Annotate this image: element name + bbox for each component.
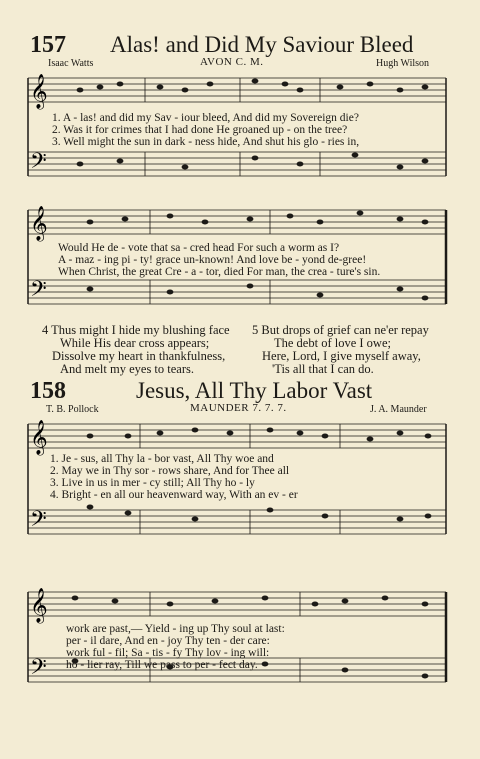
svg-text:𝄢: 𝄢	[30, 149, 47, 179]
svg-text:𝄞: 𝄞	[30, 206, 48, 241]
lyric-line: work ful - fil; Sa - tis - fy Thy lov - ing will:	[66, 647, 270, 659]
svg-text:𝄢: 𝄢	[30, 655, 47, 685]
svg-text:𝄢: 𝄢	[30, 507, 47, 537]
author-credit: T. B. Pollock	[46, 404, 99, 415]
svg-text:𝄞: 𝄞	[30, 420, 48, 455]
lyric-line: 3. Live in us in mer - cy still; All Thy ho - ly	[50, 477, 255, 489]
lyric-line: 2. Was it for crimes that I had done He groaned up - on the tree?	[52, 124, 348, 136]
lyric-line: Would He de - vote that sa - cred head For such a worm as I?	[58, 242, 340, 254]
lyric-line: 2. May we in Thy sor - rows share, And for Thee all	[50, 465, 290, 477]
svg-text:𝄢: 𝄢	[30, 277, 47, 307]
composer-credit: Hugh Wilson	[376, 58, 430, 69]
stanza-line: And melt my eyes to tears.	[60, 362, 194, 376]
stanza-line: 5 But drops of grief can ne'er repay	[252, 323, 429, 337]
lyric-line: per - il dare, And en - joy Thy ten - der care:	[66, 635, 270, 647]
tune-name: MAUNDER 7. 7. 7.	[190, 402, 287, 414]
tune-name: AVON C. M.	[200, 56, 264, 68]
lyric-line: 1. Je - sus, all Thy la - bor vast, All Thy woe and	[50, 453, 274, 465]
lyric-line: work are past,— Yield - ing up Thy soul at last:	[66, 623, 285, 635]
hymn-number: 157	[30, 32, 66, 58]
lyric-line: 4. Bright - en all our heavenward way, With an ev - er	[50, 489, 298, 501]
lyric-line: ho - lier ray, Till we pass to per - fect day.	[66, 659, 258, 671]
stanza-line: 'Tis all that I can do.	[272, 362, 374, 376]
hymn-title: Alas! and Did My Saviour Bleed	[110, 32, 414, 57]
lyric-line: 3. Well might the sun in dark - ness hide, And shut his glo - ries in,	[52, 136, 360, 148]
hymn-number: 158	[30, 378, 66, 404]
stanza-line: Dissolve my heart in thankfulness,	[52, 349, 226, 363]
lyric-line: When Christ, the great Cre - a - tor, died For man, the crea - ture's sin.	[58, 266, 381, 278]
composer-credit: J. A. Maunder	[370, 404, 427, 415]
stanza-line: The debt of love I owe;	[274, 336, 391, 350]
lyric-line: 1. A - las! and did my Sav - iour bleed, And did my Sovereign die?	[52, 112, 359, 124]
stanza-line: 4 Thus might I hide my blushing face	[42, 323, 230, 337]
svg-text:𝄞: 𝄞	[30, 588, 48, 623]
lyric-line: A - maz - ing pi - ty! grace un-known! And love be - yond de-gree!	[58, 254, 367, 266]
author-credit: Isaac Watts	[48, 58, 94, 69]
stanza-line: While His dear cross appears;	[60, 336, 210, 350]
stanza-line: Here, Lord, I give myself away,	[262, 349, 421, 363]
hymn-title: Jesus, All Thy Labor Vast	[136, 378, 373, 403]
svg-text:𝄞: 𝄞	[30, 74, 48, 109]
